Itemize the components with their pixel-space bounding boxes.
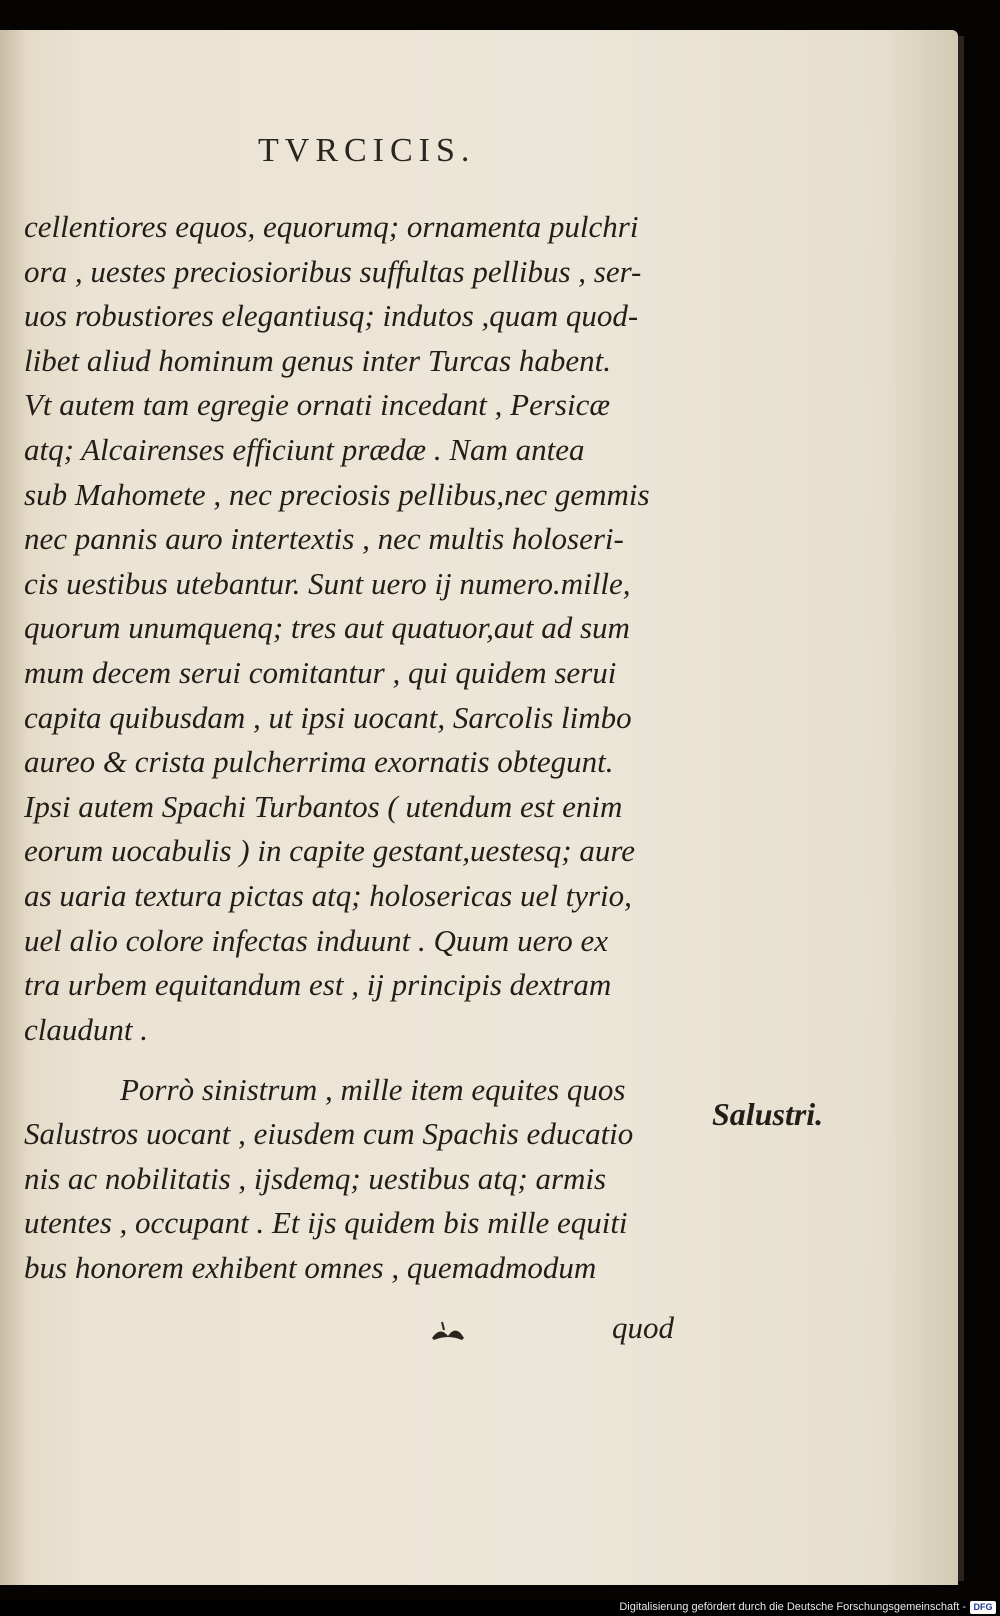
text-line: sub Mahomete , nec preciosis pellibus,nec gemmis [24,476,650,512]
text-line: Vt autem tam egregie ornati incedant , Persicæ [24,387,611,423]
text-line: nec pannis auro intertextis , nec multis holoseri- [24,521,624,557]
text-line: libet aliud hominum genus inter Turcas habent. [24,342,611,378]
margin-note: Salustri. [712,1096,824,1132]
text-line: utentes , occupant . Et ijs quidem bis mille equiti [24,1205,628,1241]
paragraph-2 [24,1068,696,1290]
text-line: Salustros uocant , eiusdem cum Spachis educatio [24,1116,634,1152]
text-line: cellentiores equos, equorumq; ornamenta pulchri [24,209,639,244]
text-line: bus honorem exhibent omnes , quemadmodum [24,1249,597,1285]
text-line: ora , uestes preciosioribus suffultas pellibus , ser- [24,253,642,289]
text-line: mum decem serui comitantur , qui quidem serui [24,654,617,690]
text-line: cis uestibus utebantur. Sunt uero ij numero.mille, [24,565,631,601]
catchword: quod [612,1310,674,1345]
text-line: eorum uocabulis ) in capite gestant,uestesq; aure [24,833,635,869]
page-edge [958,36,964,1581]
text-line: uos robustiores elegantiusq; indutos ,quam quod- [24,298,639,334]
dfg-logo: DFG [970,1601,996,1614]
text-line: as uaria textura pictas atq; holosericas uel tyrio, [24,877,632,913]
paragraph-1 [24,205,696,1052]
text-line: uel alio colore infectas induunt . Quum uero ex [24,922,609,958]
running-head: TVRCICIS. [258,132,476,169]
text-line: Porrò sinistrum , mille item equites quos [120,1072,626,1107]
text-line: quorum unumquenq; tres aut quatuor,aut ad sum [24,610,630,646]
text-line: Ipsi autem Spachi Turbantos ( utendum est enim [24,788,623,824]
footer-credit: Digitalisierung gefördert durch die Deutsche Forschungsgemeinschaft - [619,1601,966,1613]
printer-ornament-icon [428,1318,468,1344]
text-line: aureo & crista pulcherrima exornatis obtegunt. [24,744,614,780]
text-line: nis ac nobilitatis , ijsdemq; uestibus atq; armis [24,1160,607,1196]
text-line: capita quibusdam , ut ipsi uocant, Sarcolis limbo [24,699,632,735]
text-line: tra urbem equitandum est , ij principis dextram [24,967,612,1003]
text-line: atq; Alcairenses efficiunt prædæ . Nam antea [24,431,585,467]
text-line: claudunt . [24,1011,148,1047]
